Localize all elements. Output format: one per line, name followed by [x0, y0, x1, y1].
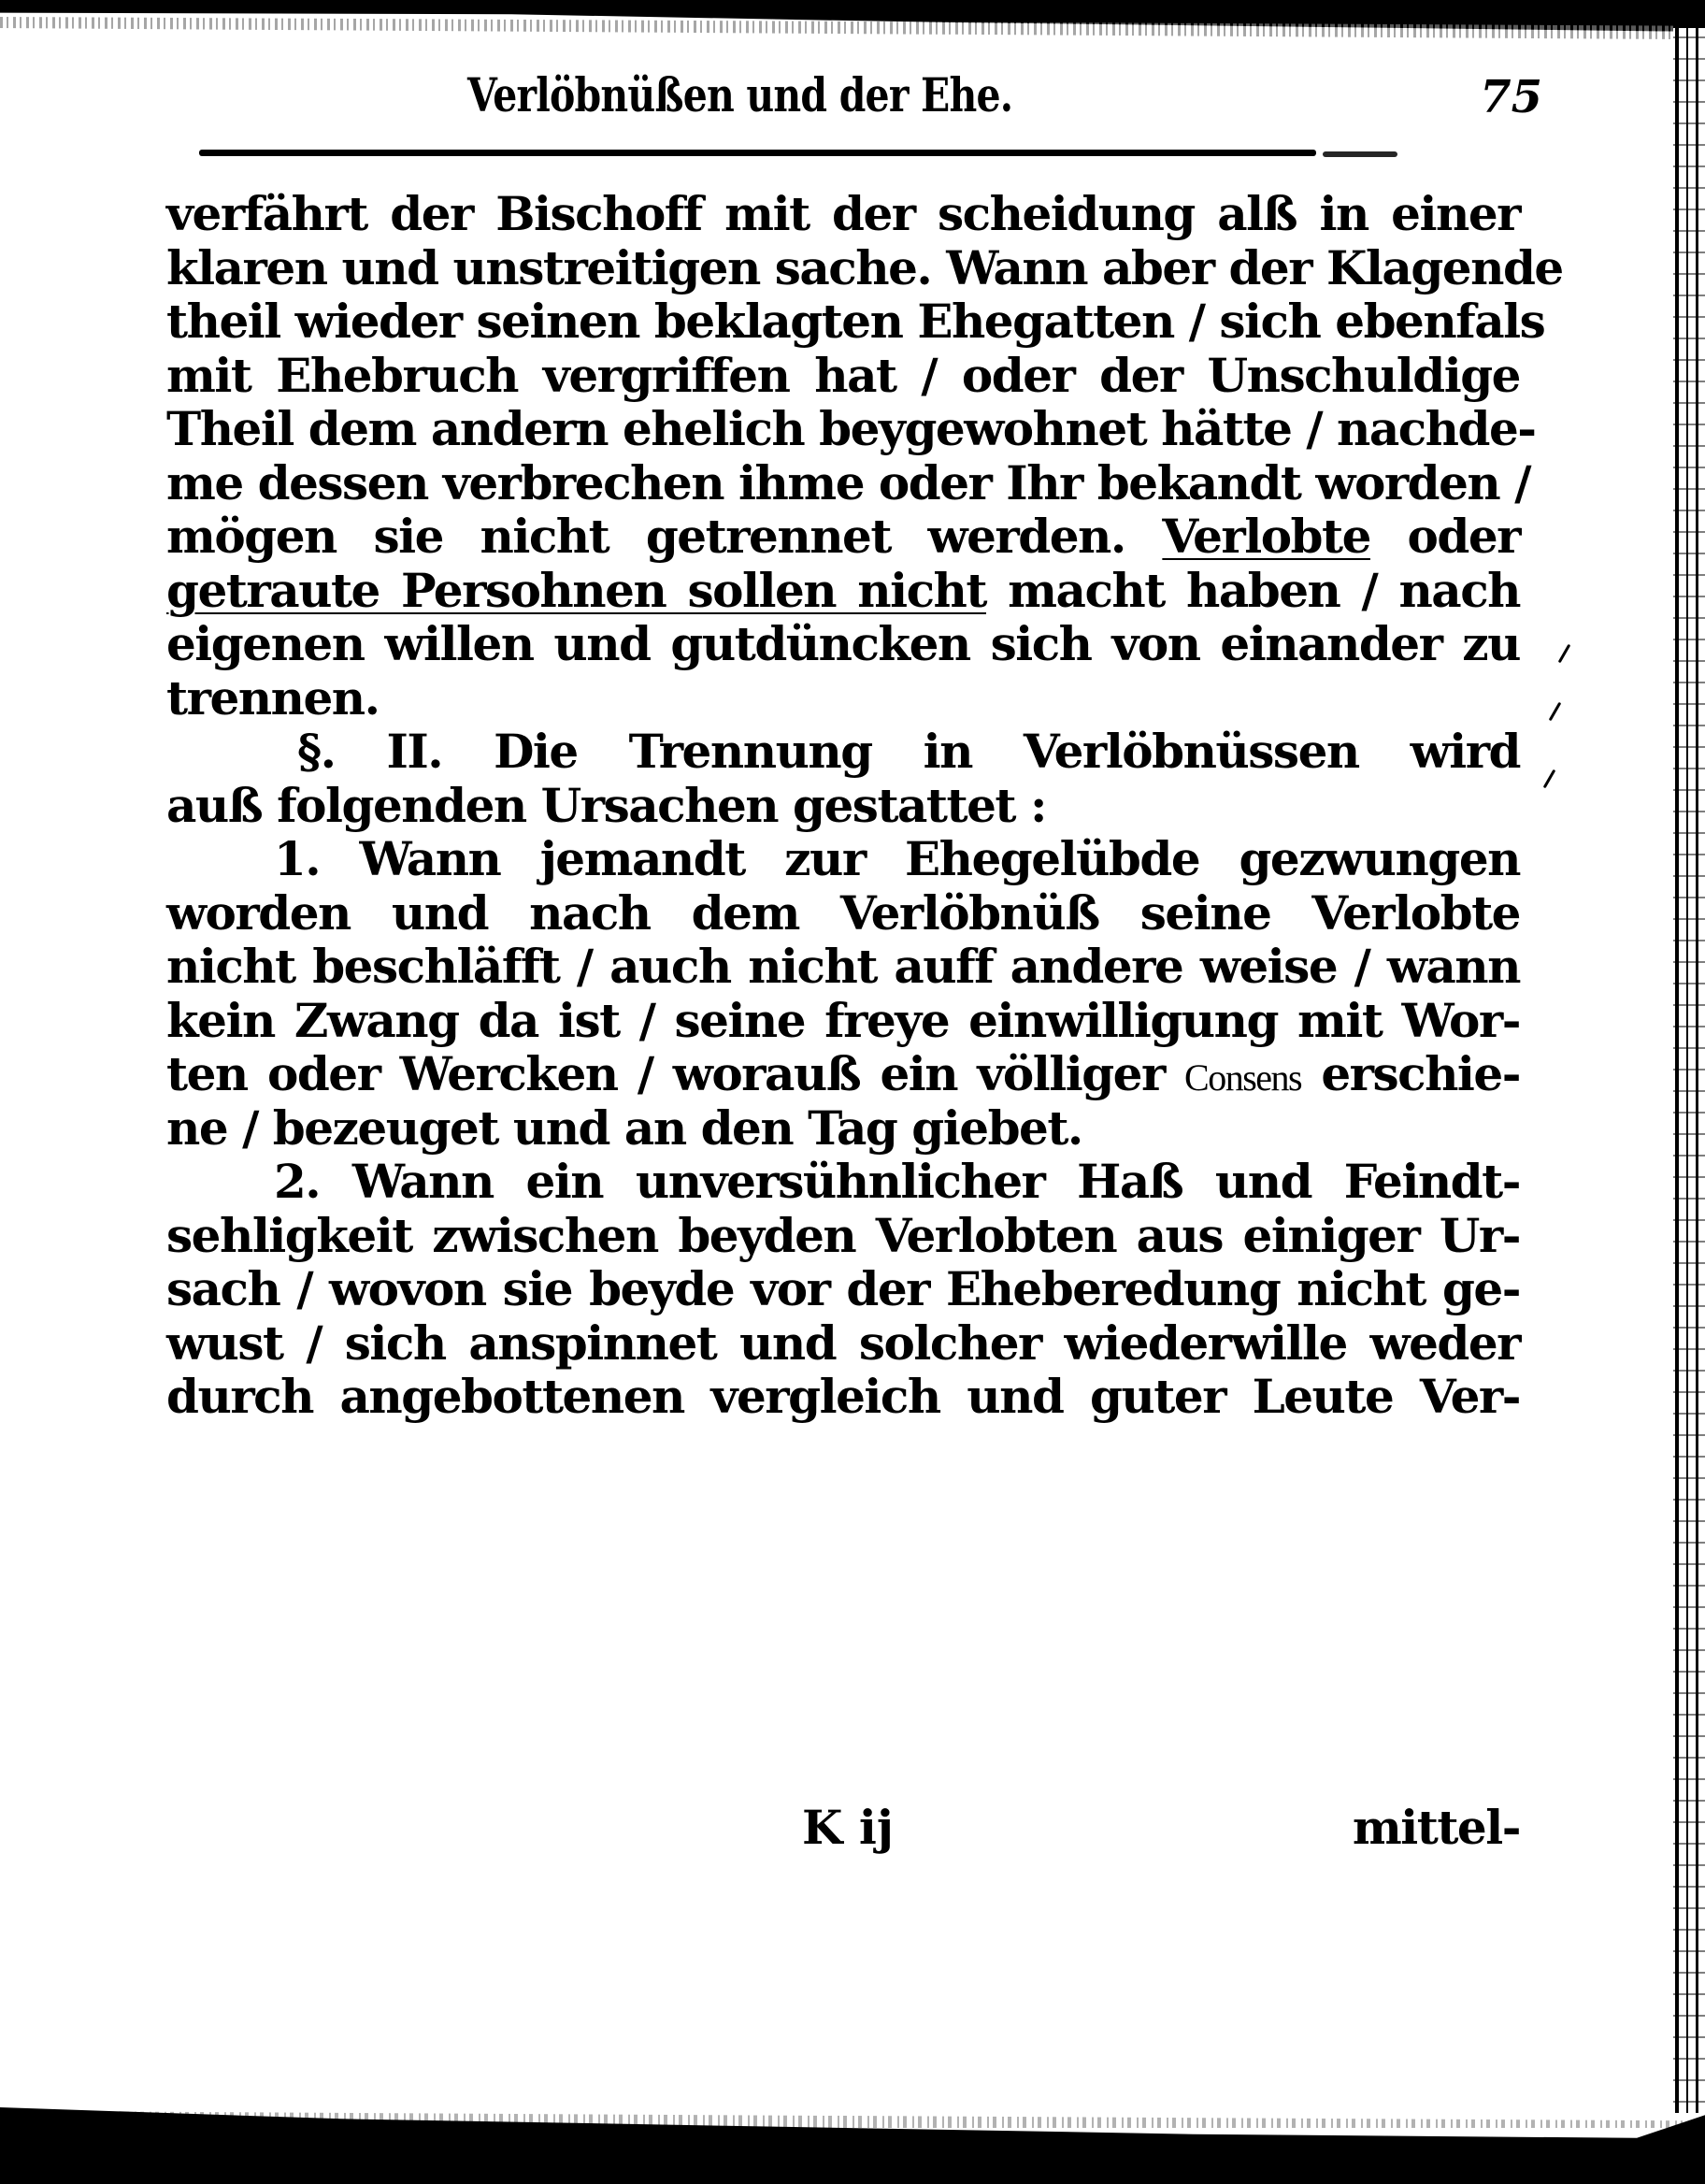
- margin-pencil-mark: [1558, 644, 1571, 664]
- text-line: [166, 940, 1520, 994]
- line-text: eigenen willen und gutdüncken sich von einander zu: [166, 616, 1520, 671]
- line-text: ten oder Wercken / worauß ein völliger: [166, 1046, 1185, 1101]
- line-text: durch angebottenen vergleich und guter Leute Ver-: [166, 1369, 1520, 1424]
- line-text: mögen sie nicht getrennet werden.: [166, 509, 1163, 564]
- text-line: [166, 510, 1520, 564]
- text-line: [166, 454, 1530, 510]
- list-item-start: [166, 832, 1520, 886]
- text-line: [166, 239, 1563, 295]
- text-line: [166, 349, 1520, 403]
- text-line: [166, 617, 1520, 671]
- margin-pencil-mark: [1543, 769, 1556, 789]
- text-line: [166, 886, 1520, 941]
- line-text: me dessen verbrechen ihme oder Ihr bekandt worden /: [166, 454, 1530, 510]
- text-line: [166, 294, 1545, 349]
- text-line: [166, 1370, 1520, 1424]
- line-text: trennen.: [166, 669, 380, 726]
- line-text: kein Zwang da ist / seine freye einwilligung mit Wor-: [166, 992, 1520, 1048]
- line-text: auß folgenden Ursachen gestattet :: [166, 777, 1046, 833]
- margin-pencil-mark: [1549, 702, 1562, 722]
- line-text: theil wieder seinen beklagten Ehegatten / sich ebenfals: [166, 294, 1545, 349]
- header-rule-tail: [1323, 151, 1397, 157]
- running-header-title: Verlöbnüßen und der Ehe.: [467, 67, 1013, 122]
- section-heading-line: [166, 725, 1520, 779]
- body-text: [166, 186, 1563, 1424]
- text-line: [166, 1262, 1520, 1316]
- paragraph-end-line: [166, 1101, 1520, 1156]
- line-text: macht haben / nach: [986, 562, 1520, 618]
- line-text: klaren und unstreitigen sache. Wann aber der Klagende: [166, 239, 1563, 295]
- line-text: sach / wovon sie beyde vor der Eheberedung nicht ge-: [166, 1261, 1520, 1316]
- text-line: [166, 564, 1520, 618]
- text-line: [166, 1316, 1520, 1371]
- footer-row: [166, 1800, 1520, 1856]
- text-line: [166, 994, 1520, 1048]
- line-text: erschie-: [1301, 1046, 1520, 1101]
- line-text: verfährt der Bischoff mit der scheidung alß in einer: [166, 186, 1520, 241]
- line-text: ne / bezeuget und an den Tag giebet.: [166, 1099, 1082, 1156]
- latin-word: Consens: [1184, 1056, 1302, 1099]
- line-text: Theil dem andern ehelich beygewohnet hätte / nachde-: [166, 401, 1536, 456]
- list-item-1: 1. Wann jemandt zur Ehegelübde gezwungen: [274, 831, 1520, 886]
- text-line: [166, 401, 1536, 456]
- line-text: sehligkeit zwischen beyden Verlobten aus einiger Ur-: [166, 1207, 1520, 1263]
- line-text: nicht beschläfft / auch nicht auff andere weise / wann: [166, 939, 1520, 994]
- running-header: [467, 67, 1542, 142]
- catchword: mittel-: [1352, 1800, 1520, 1855]
- text-line: [166, 1209, 1520, 1263]
- header-rule: [199, 150, 1316, 156]
- text-line: [166, 187, 1520, 241]
- paragraph-end-line: [166, 671, 1520, 726]
- text-line: [166, 1047, 1520, 1101]
- underlined-phrase: Verlobte: [1162, 509, 1370, 564]
- list-item-2: 2. Wann ein unversühnlicher Haß und Feindt-: [274, 1154, 1520, 1209]
- line-text: mit Ehebruch vergriffen hat / oder der Unschuldige: [166, 347, 1520, 403]
- line-text: oder: [1369, 509, 1520, 564]
- underlined-phrase: getraute Persohnen sollen nicht: [166, 562, 986, 618]
- book-binding-edge-texture: [1673, 28, 1705, 2113]
- page-number: 75: [1480, 71, 1542, 123]
- section-heading: §. II. Die Trennung in Verlöbnüssen wird: [297, 724, 1520, 779]
- text-line: [166, 779, 1520, 833]
- list-item-start: [166, 1155, 1520, 1209]
- line-text: wust / sich anspinnet und solcher wiederwille weder: [166, 1315, 1520, 1371]
- line-text: worden und nach dem Verlöbnüß seine Verlobte: [166, 884, 1520, 941]
- signature-mark: K ij: [802, 1800, 894, 1855]
